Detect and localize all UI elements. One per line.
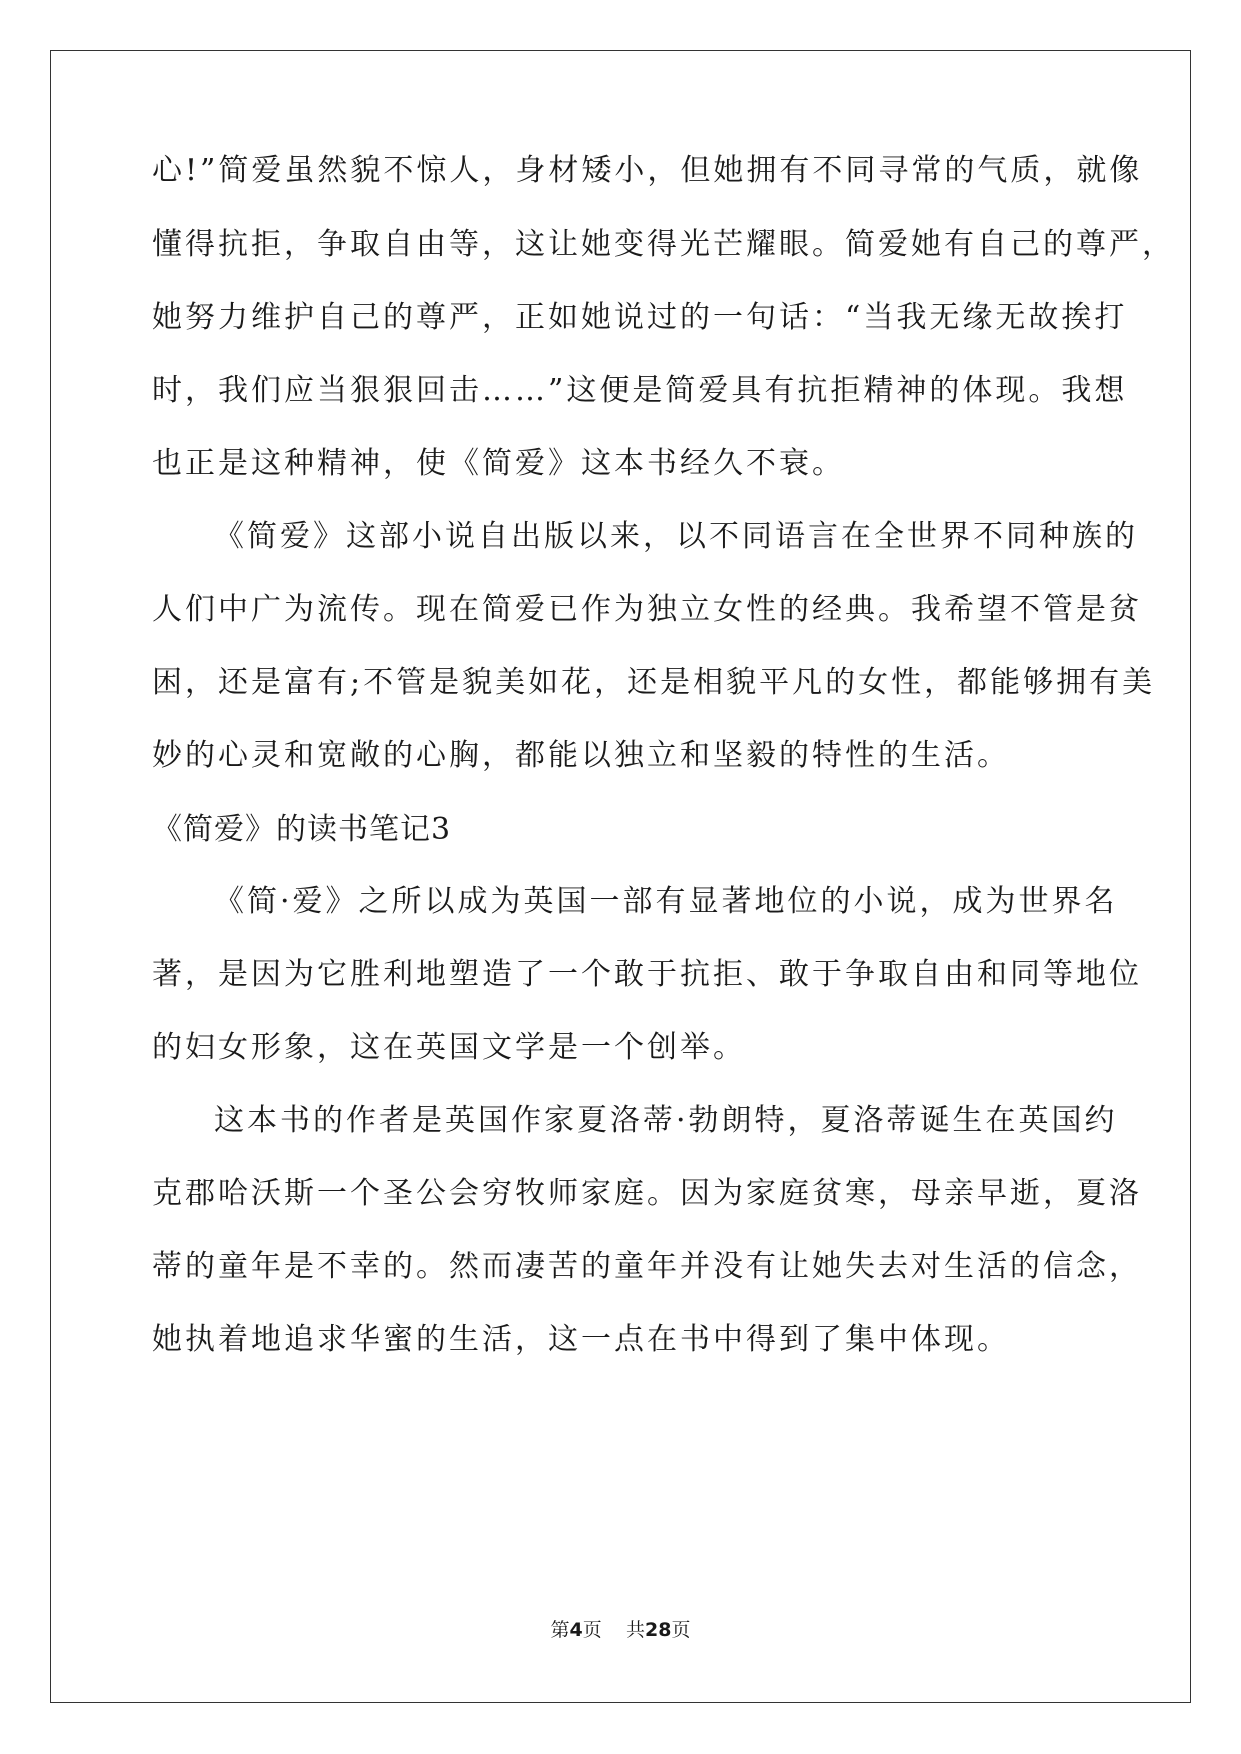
total-prefix: 共	[625, 1619, 645, 1641]
text-line: 《简·爱》之所以成为英国一部有显著地位的小说，成为世界名	[214, 884, 1118, 919]
text-line: 心!”简爱虽然貌不惊人，身材矮小，但她拥有不同寻常的气质，就像	[152, 153, 1143, 188]
total-suffix: 页	[671, 1619, 691, 1641]
page-prefix: 第	[550, 1619, 570, 1641]
text-line: 人们中广为流传。现在简爱已作为独立女性的经典。我希望不管是贫	[152, 592, 1142, 627]
text-line: 也正是这种精神，使《简爱》这本书经久不衰。	[152, 446, 845, 481]
text-line: 克郡哈沃斯一个圣公会穷牧师家庭。因为家庭贫寒，母亲早逝，夏洛	[152, 1176, 1142, 1211]
text-line: 困，还是富有;不管是貌美如花，还是相貌平凡的女性，都能够拥有美	[152, 665, 1156, 700]
text-line: 妙的心灵和宽敞的心胸，都能以独立和坚毅的特性的生活。	[152, 738, 1010, 773]
total-pages: 28	[644, 1619, 672, 1641]
text-line: 这本书的作者是英国作家夏洛蒂·勃朗特，夏洛蒂诞生在英国约	[214, 1103, 1118, 1138]
text-line: 她执着地追求华蜜的生活，这一点在书中得到了集中体现。	[152, 1322, 1010, 1357]
text-line: 懂得抗拒，争取自由等，这让她变得光芒耀眼。简爱她有自己的尊严，	[152, 227, 1175, 262]
page-number: 4	[569, 1619, 583, 1641]
text-line: 著，是因为它胜利地塑造了一个敢于抗拒、敢于争取自由和同等地位	[152, 957, 1142, 992]
text-line: 蒂的童年是不幸的。然而凄苦的童年并没有让她失去对生活的信念，	[152, 1249, 1142, 1284]
page-suffix: 页	[582, 1619, 602, 1641]
text-line: 的妇女形象，这在英国文学是一个创举。	[152, 1030, 746, 1065]
text-line: 时，我们应当狠狠回击……”这便是简爱具有抗拒精神的体现。我想	[152, 373, 1128, 408]
section-heading: 《简爱》的读书笔记3	[152, 812, 452, 847]
text-line: 她努力维护自己的尊严，正如她说过的一句话：“当我无缘无故挨打	[152, 300, 1128, 335]
page-footer	[0, 1618, 1241, 1642]
text-line: 《简爱》这部小说自出版以来，以不同语言在全世界不同种族的	[214, 519, 1138, 554]
